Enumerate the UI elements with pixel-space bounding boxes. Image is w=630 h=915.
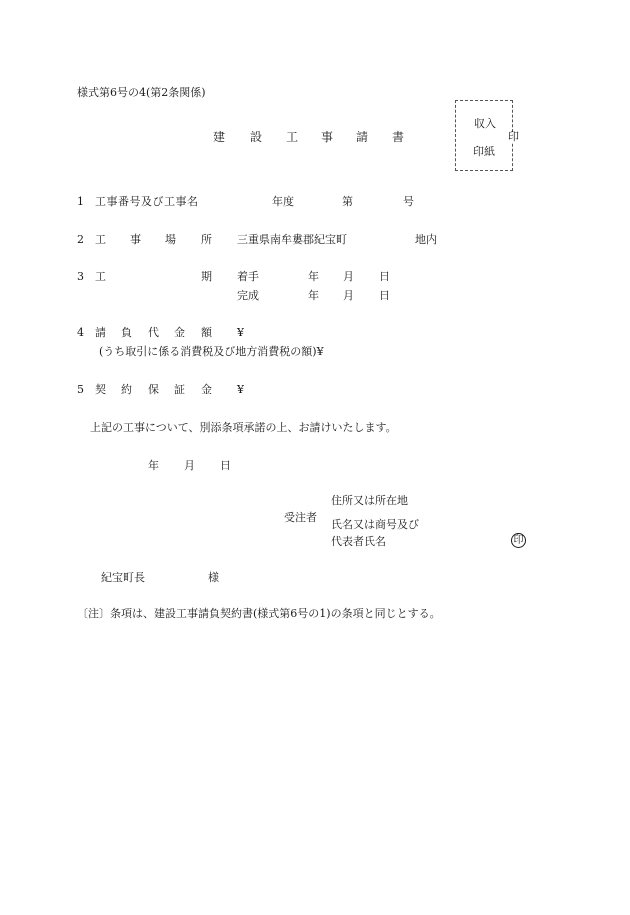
item1-go-label: 号 — [403, 195, 414, 208]
contractor-seal-icon: 印 — [511, 533, 526, 548]
item3-label-start: 工 — [95, 270, 106, 283]
item1-label: 工事番号及び工事名 — [95, 195, 199, 208]
item2-suffix: 地内 — [415, 233, 437, 246]
item1-dai-label: 第 — [342, 195, 353, 208]
item3-start-year: 年 — [308, 270, 319, 283]
addressee-honorific: 様 — [208, 571, 219, 584]
item5-yen-sign: ¥ — [237, 383, 244, 396]
item5-label-char: 約 — [121, 383, 132, 396]
addressee-name: 紀宝町長 — [101, 571, 145, 584]
date-month: 月 — [184, 459, 195, 472]
item5-label-char: 証 — [174, 383, 185, 396]
item4-label-char: 負 — [121, 326, 132, 339]
title-char: 建 — [213, 130, 226, 144]
stamp-seal-mark: 印 — [508, 130, 519, 143]
footnote: 〔注〕条項は、建設工事請負契約書(様式第6号の1)の条項と同じとする。 — [77, 607, 441, 620]
stamp-label-line1: 収入 — [474, 117, 496, 130]
item3-start-month: 月 — [343, 270, 354, 283]
contractor-name-label-line2: 代表者氏名 — [331, 535, 386, 548]
item3-finish-label: 完成 — [237, 289, 259, 302]
date-year: 年 — [148, 459, 159, 472]
item1-number: 1 — [77, 195, 84, 208]
item4-tax-note: (うち取引に係る消費税及び地方消費税の額)¥ — [99, 345, 324, 358]
form-number: 様式第6号の4(第2条関係) — [77, 86, 206, 99]
title-char: 工 — [286, 130, 299, 144]
title-char: 書 — [392, 130, 405, 144]
contractor-name-label-line1: 氏名又は商号及び — [331, 518, 419, 531]
item2-number: 2 — [77, 233, 84, 246]
item3-finish-year: 年 — [308, 289, 319, 302]
item2-label-char: 事 — [130, 233, 141, 246]
stamp-label-line2: 印紙 — [473, 145, 495, 158]
contractor-address-label: 住所又は所在地 — [331, 494, 408, 507]
item2-label-char: 工 — [95, 233, 106, 246]
item4-number: 4 — [77, 326, 84, 339]
item2-label-char: 所 — [201, 233, 212, 246]
item2-location: 三重県南牟婁郡紀宝町 — [237, 233, 347, 246]
title-char: 設 — [250, 130, 263, 144]
revenue-stamp-box — [455, 100, 513, 171]
item5-number: 5 — [77, 383, 84, 396]
item4-label-char: 代 — [148, 326, 159, 339]
contractor-label: 受注者 — [284, 511, 317, 524]
title-char: 事 — [321, 130, 334, 144]
item4-label-char: 金 — [174, 326, 185, 339]
item5-label-char: 金 — [201, 383, 212, 396]
item5-label-char: 保 — [148, 383, 159, 396]
date-day: 日 — [220, 459, 231, 472]
acceptance-statement: 上記の工事について、別添条項承諾の上、お請けいたします。 — [90, 421, 397, 434]
title-char: 請 — [356, 130, 369, 144]
item3-label-end: 期 — [201, 270, 212, 283]
item3-number: 3 — [77, 270, 84, 283]
item3-start-label: 着手 — [237, 270, 259, 283]
item2-label-char: 場 — [165, 233, 176, 246]
item4-label-char: 額 — [201, 326, 212, 339]
item4-label-char: 請 — [95, 326, 106, 339]
item3-start-day: 日 — [379, 270, 390, 283]
item1-year-label: 年度 — [272, 195, 294, 208]
item3-finish-month: 月 — [343, 289, 354, 302]
item5-label-char: 契 — [95, 383, 106, 396]
item3-finish-day: 日 — [379, 289, 390, 302]
item4-yen-sign: ¥ — [237, 326, 244, 339]
